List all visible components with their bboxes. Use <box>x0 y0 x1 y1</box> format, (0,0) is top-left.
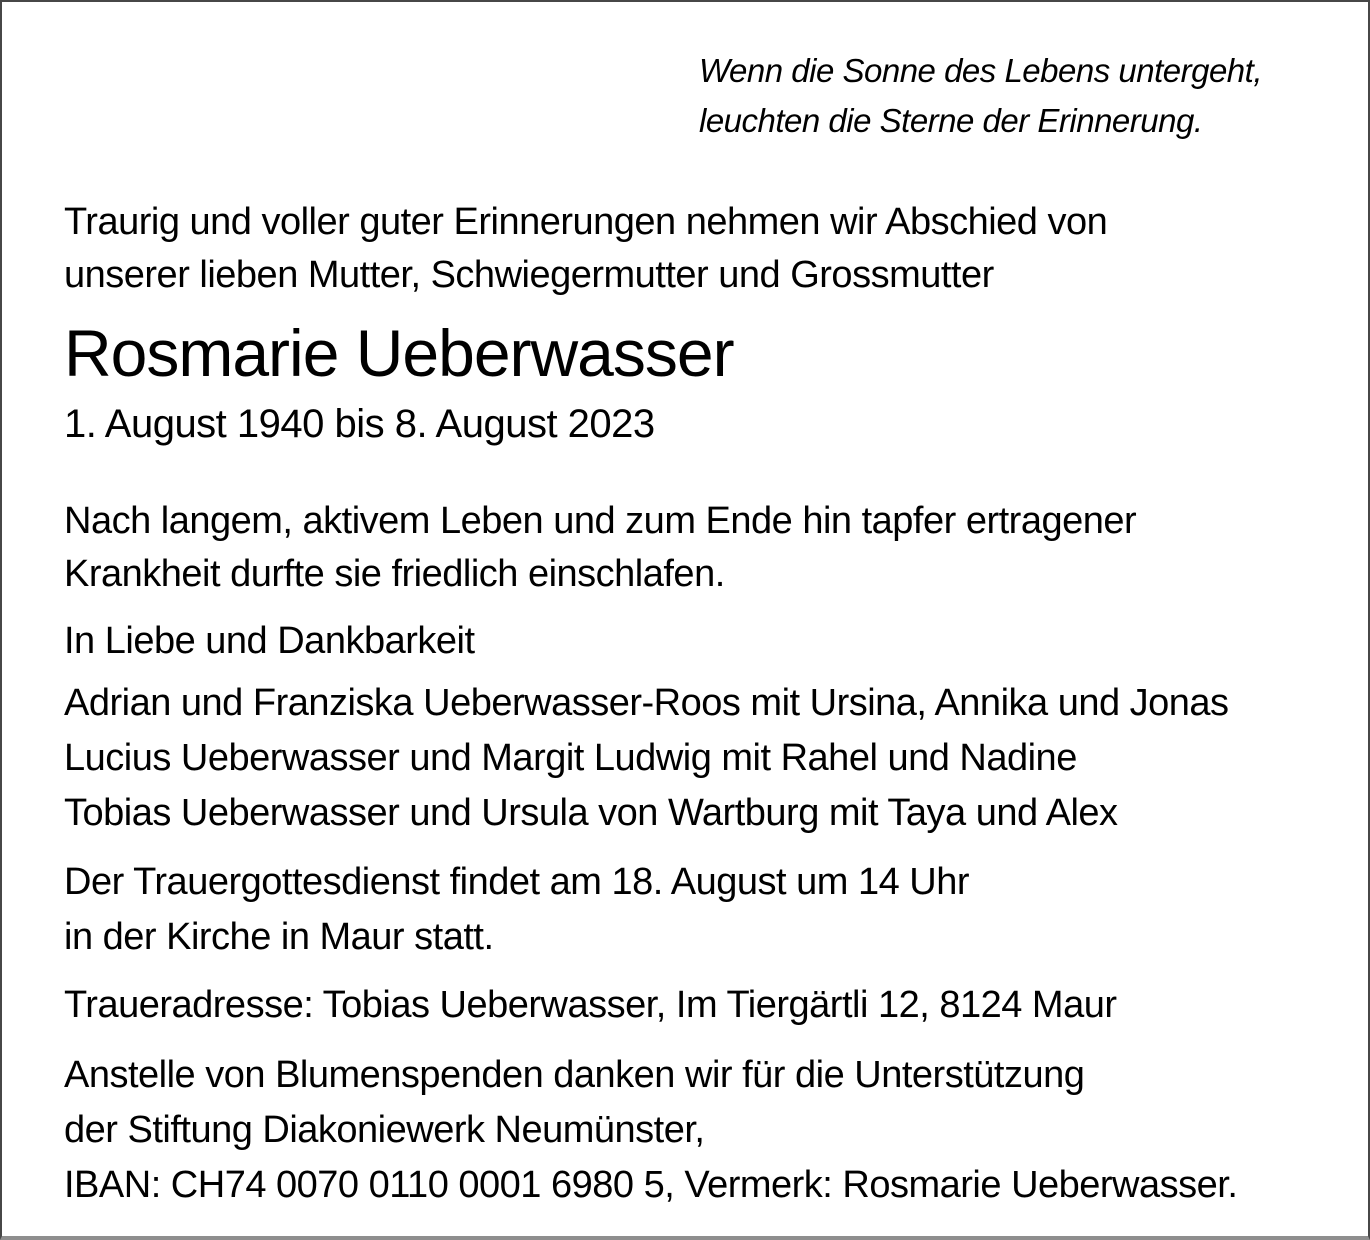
quote-line-1: Wenn die Sonne des Lebens untergeht, <box>699 52 1262 89</box>
mourning-address: Traueradresse: Tobias Ueberwasser, Im Tiergärtli 12, 8124 Maur <box>64 984 1117 1026</box>
donation-paragraph <box>64 1048 1318 1213</box>
donation-line-2: der Stiftung Diakoniewerk Neumünster, <box>64 1109 705 1151</box>
donation-line-1: Anstelle von Blumenspenden danken wir für die Unterstützung <box>64 1054 1085 1096</box>
passing-line-2: Krankheit durfte sie friedlich einschlafen. <box>64 553 725 595</box>
quote-line-2: leuchten die Sterne der Erinnerung. <box>699 102 1203 139</box>
passing-line-1: Nach langem, aktivem Leben und zum Ende hin tapfer ertragener <box>64 500 1137 542</box>
condolence-line: In Liebe und Dankbarkeit <box>64 620 475 662</box>
intro-line-1: Traurig und voller guter Erinnerungen nehmen wir Abschied von <box>64 201 1108 243</box>
family-line-3: Tobias Ueberwasser und Ursula von Wartburg mit Taya und Alex <box>64 792 1118 834</box>
family-line-1: Adrian und Franziska Ueberwasser-Roos mit Ursina, Annika und Jonas <box>64 682 1229 724</box>
family-line-2: Lucius Ueberwasser und Margit Ludwig mit Rahel und Nadine <box>64 737 1077 779</box>
service-paragraph <box>64 855 1318 965</box>
service-line-1: Der Trauergottesdienst findet am 18. August um 14 Uhr <box>64 861 970 903</box>
service-line-2: in der Kirche in Maur statt. <box>64 916 494 958</box>
deceased-name: Rosmarie Ueberwasser <box>64 316 734 390</box>
passing-paragraph <box>64 495 1318 601</box>
family-list <box>64 676 1318 841</box>
intro-line-2: unserer lieben Mutter, Schwiegermutter und Grossmutter <box>64 254 994 296</box>
donation-line-3: IBAN: CH74 0070 0110 0001 6980 5, Vermerk: Rosmarie Ueberwasser. <box>64 1164 1238 1206</box>
intro-paragraph <box>64 196 1318 302</box>
memorial-quote <box>699 46 1318 146</box>
life-dates: 1. August 1940 bis 8. August 2023 <box>64 402 655 446</box>
